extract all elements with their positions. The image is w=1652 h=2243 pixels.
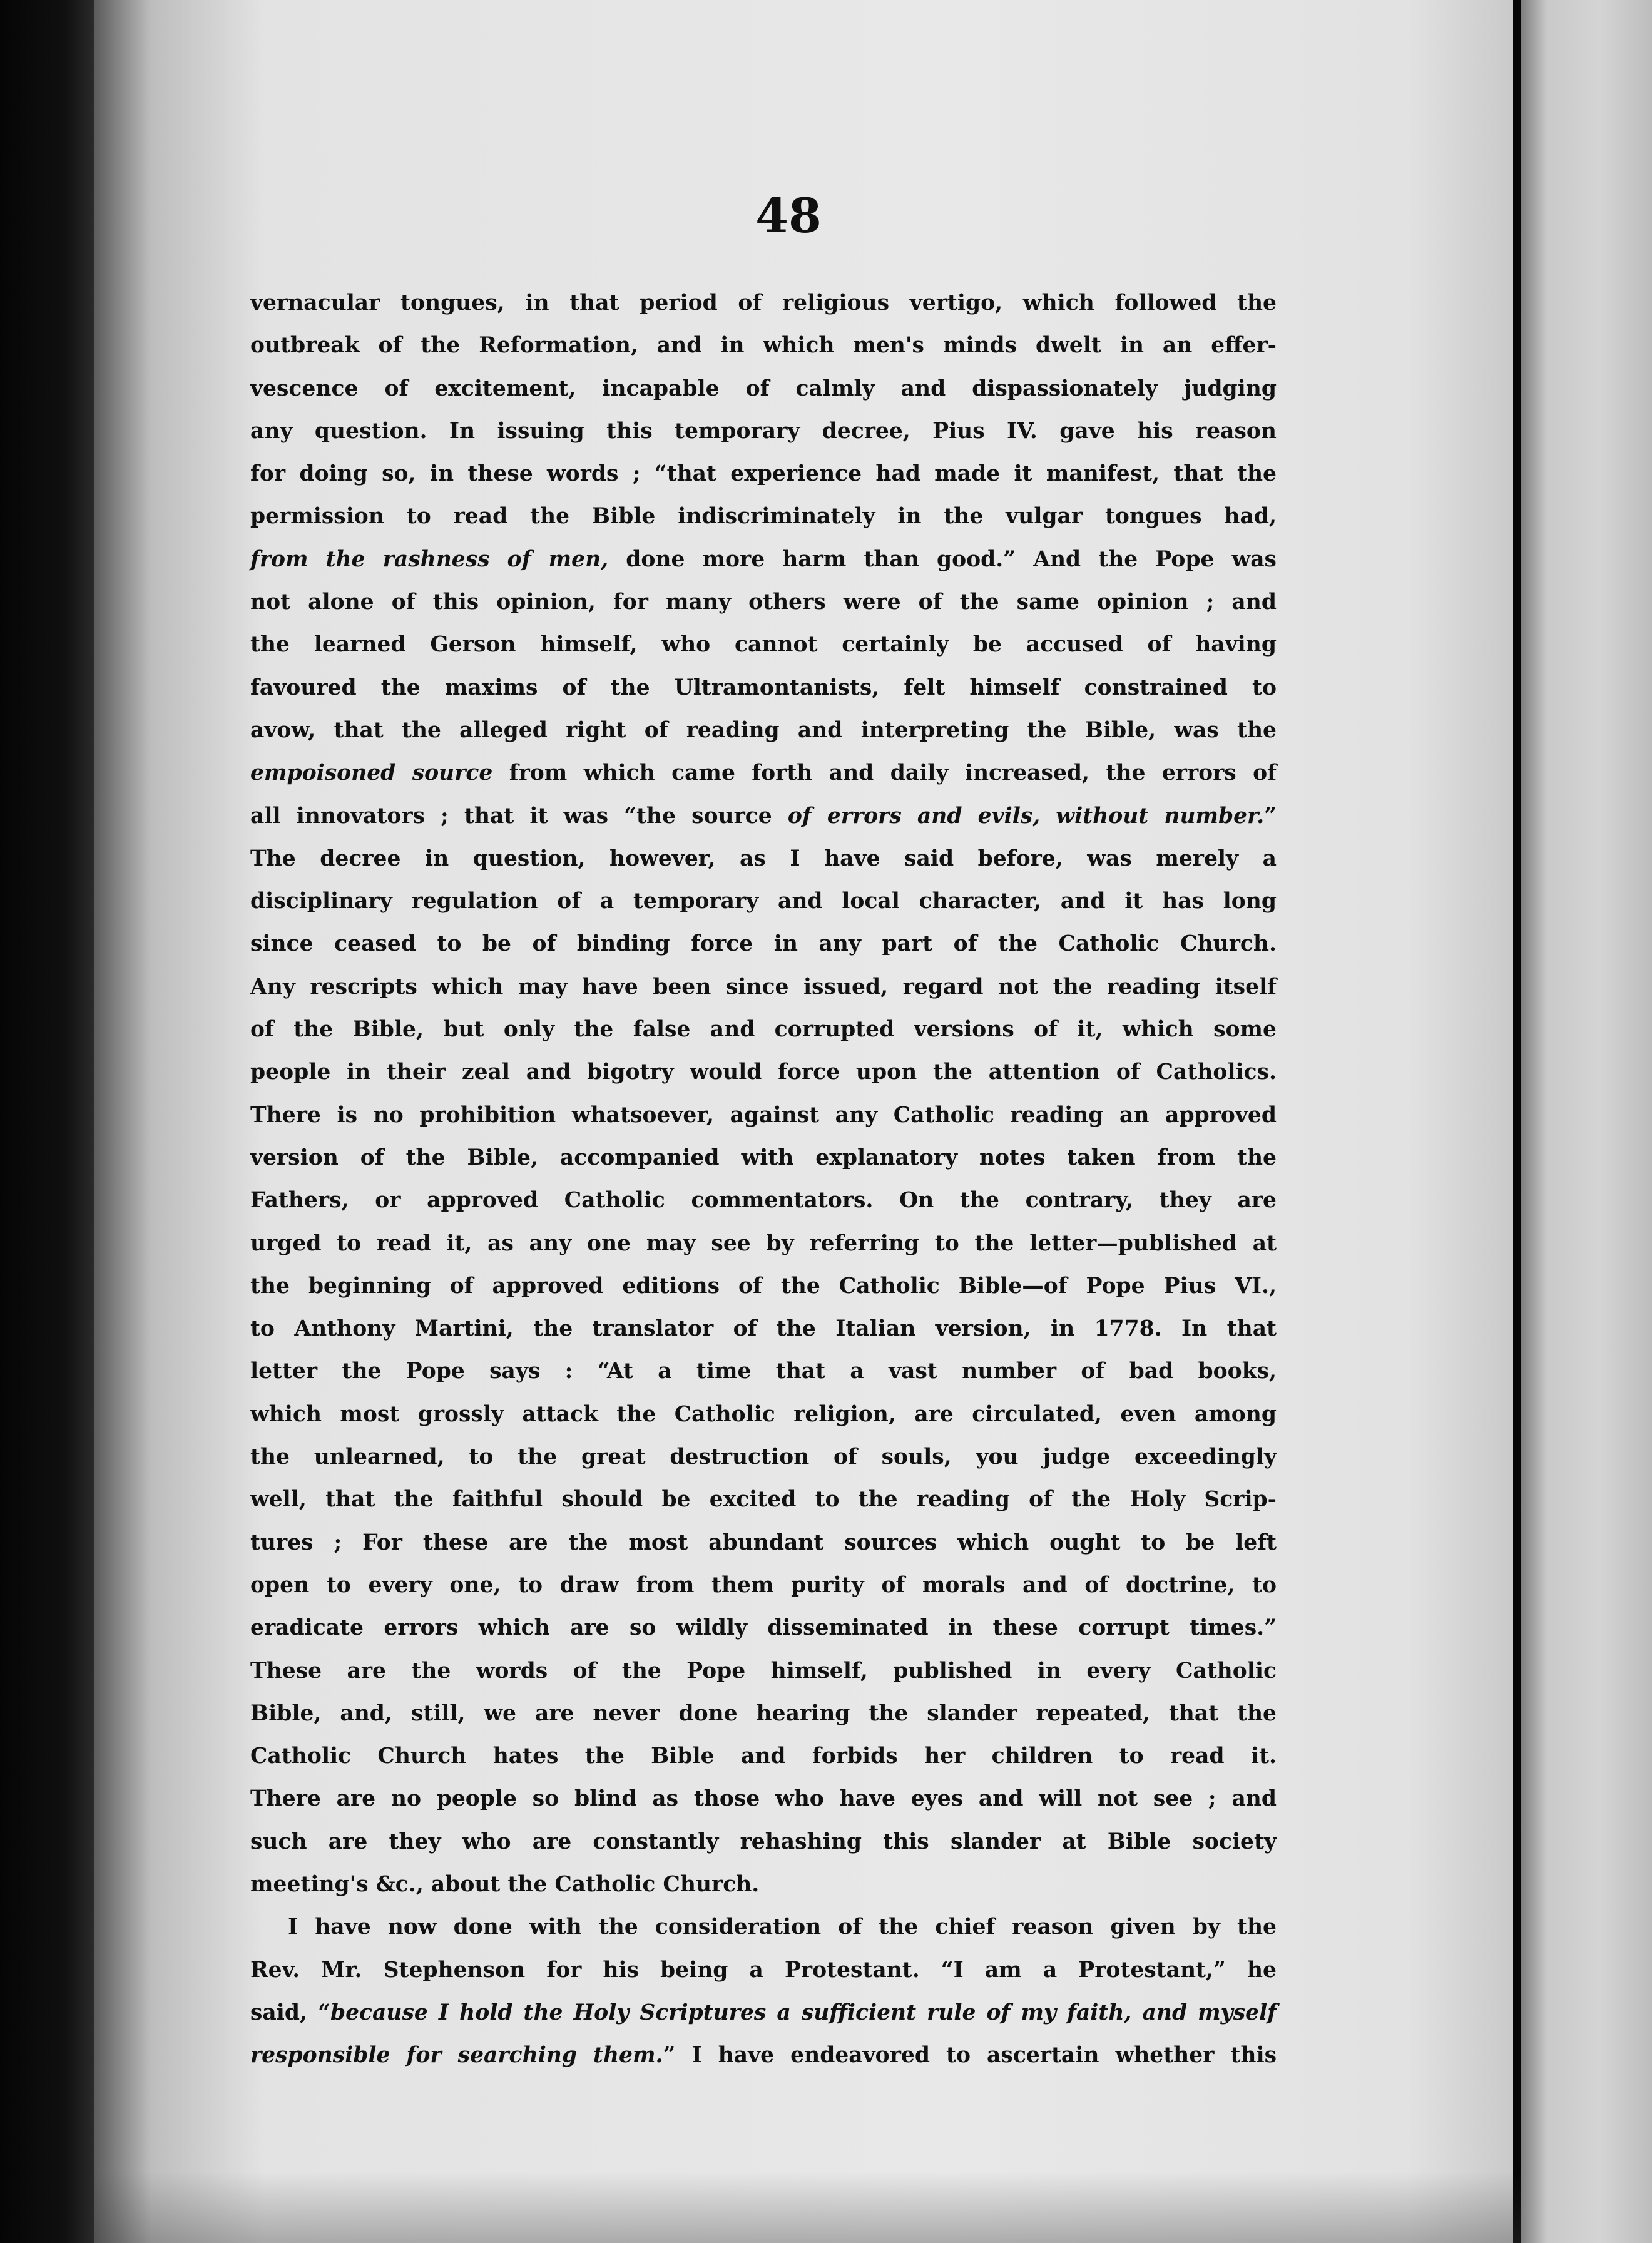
text-line: There is no prohibition whatsoever, against any Catholic reading an approved xyxy=(250,1102,1277,1128)
text-line: tures ; For these are the most abundant sources which ought to be left xyxy=(250,1530,1277,1555)
text-line: vescence of excitement, incapable of calmly and dispassionately judging xyxy=(250,376,1277,401)
text-line: There are no people so blind as those who have eyes and will not see ; and xyxy=(250,1786,1277,1812)
text-line: permission to read the Bible indiscriminately in the vulgar tongues had, xyxy=(250,504,1277,529)
paragraph-start-line: I have now done with the consideration of the chief reason given by the xyxy=(288,1914,1277,1940)
text-line: eradicate errors which are so wildly disseminated in these corrupt times.” xyxy=(250,1615,1277,1641)
paragraph-end-line: meeting's &c., about the Catholic Church. xyxy=(250,1871,760,1897)
text-line: the unlearned, to the great destruction of souls, you judge exceedingly xyxy=(250,1444,1277,1470)
text-line: urged to read it, as any one may see by referring to the letter—published at xyxy=(250,1230,1277,1256)
italic-phrase: empoisoned source xyxy=(250,760,493,786)
text-line: outbreak of the Reformation, and in which men's minds dwelt in an effer- xyxy=(250,333,1277,359)
text-line xyxy=(250,538,1277,581)
text-line: Rev. Mr. Stephenson for his being a Protestant. “I am a Protestant,” he xyxy=(250,1957,1277,1983)
text-line: version of the Bible, accompanied with explanatory notes taken from the xyxy=(250,1145,1277,1170)
text-line: letter the Pope says : “At a time that a vast number of bad books, xyxy=(250,1359,1277,1384)
text-line: vernacular tongues, in that period of religious vertigo, which followed the xyxy=(250,290,1277,315)
text-line: Fathers, or approved Catholic commentators. On the contrary, they are xyxy=(250,1188,1277,1213)
text-line: such are they who are constantly rehashing this slander at Bible society xyxy=(250,1829,1277,1854)
text-line: which most grossly attack the Catholic religion, are circulated, even among xyxy=(250,1401,1277,1427)
text-line xyxy=(250,795,1277,837)
text-line: disciplinary regulation of a temporary and local character, and it has long xyxy=(250,889,1277,914)
text-line: of the Bible, but only the false and corrupted versions of it, which some xyxy=(250,1017,1277,1043)
text-line: the learned Gerson himself, who cannot certainly be accused of having xyxy=(250,632,1277,658)
text-line: The decree in question, however, as I have said before, was merely a xyxy=(250,846,1277,871)
text-line: any question. In issuing this temporary decree, Pius IV. gave his reason xyxy=(250,418,1277,444)
text-line xyxy=(250,2034,1277,2077)
text-line: open to every one, to draw from them purity of morals and of doctrine, to xyxy=(250,1572,1277,1598)
italic-phrase: because I hold the Holy Scriptures a sufficient rule of my faith, and myself xyxy=(330,2000,1277,2025)
body-text xyxy=(250,282,1277,2077)
text-line: avow, that the alleged right of reading and interpreting the Bible, was the xyxy=(250,717,1277,743)
italic-phrase: from the rashness of men, xyxy=(250,546,609,572)
text-segment: done more harm than good.” And the Pope was xyxy=(608,546,1277,572)
left-film-margin xyxy=(0,0,94,2243)
text-line: Catholic Church hates the Bible and forbids her children to read it. xyxy=(250,1744,1277,1769)
page-number: 48 xyxy=(755,188,822,243)
text-line: well, that the faithful should be excited to the reading of the Holy Scrip- xyxy=(250,1487,1277,1513)
italic-phrase: responsible for searching them. xyxy=(250,2043,663,2068)
text-line: the beginning of approved editions of the Catholic Bible—of Pope Pius VI., xyxy=(250,1273,1277,1299)
text-line: favoured the maxims of the Ultramontanists, felt himself constrained to xyxy=(250,675,1277,700)
text-segment: said, “ xyxy=(250,2000,330,2025)
text-line: not alone of this opinion, for many others were of the same opinion ; and xyxy=(250,590,1277,615)
text-line: since ceased to be of binding force in any part of the Catholic Church. xyxy=(250,931,1277,957)
text-line: These are the words of the Pope himself, published in every Catholic xyxy=(250,1658,1277,1684)
text-line: Any rescripts which may have been since issued, regard not the reading itself xyxy=(250,974,1277,999)
text-segment: ” xyxy=(1264,803,1277,829)
text-line: Bible, and, still, we are never done hearing the slander repeated, that the xyxy=(250,1700,1277,1726)
italic-phrase: of errors and evils, without number. xyxy=(787,803,1265,829)
text-line: people in their zeal and bigotry would force upon the attention of Catholics. xyxy=(250,1060,1277,1085)
text-line xyxy=(250,1991,1277,2034)
text-line: for doing so, in these words ; “that experience had made it manifest, that the xyxy=(250,461,1277,487)
facing-page-edge xyxy=(1521,0,1652,2243)
text-segment: from which came forth and daily increased, the errors of xyxy=(492,760,1277,786)
text-segment: all innovators ; that it was “the source xyxy=(250,803,788,829)
text-line xyxy=(250,752,1277,794)
bottom-shadow xyxy=(94,2172,1521,2243)
text-segment: ” I have endeavored to ascertain whether this xyxy=(663,2043,1277,2068)
text-line: to Anthony Martini, the translator of the Italian version, in 1778. In that xyxy=(250,1316,1277,1342)
